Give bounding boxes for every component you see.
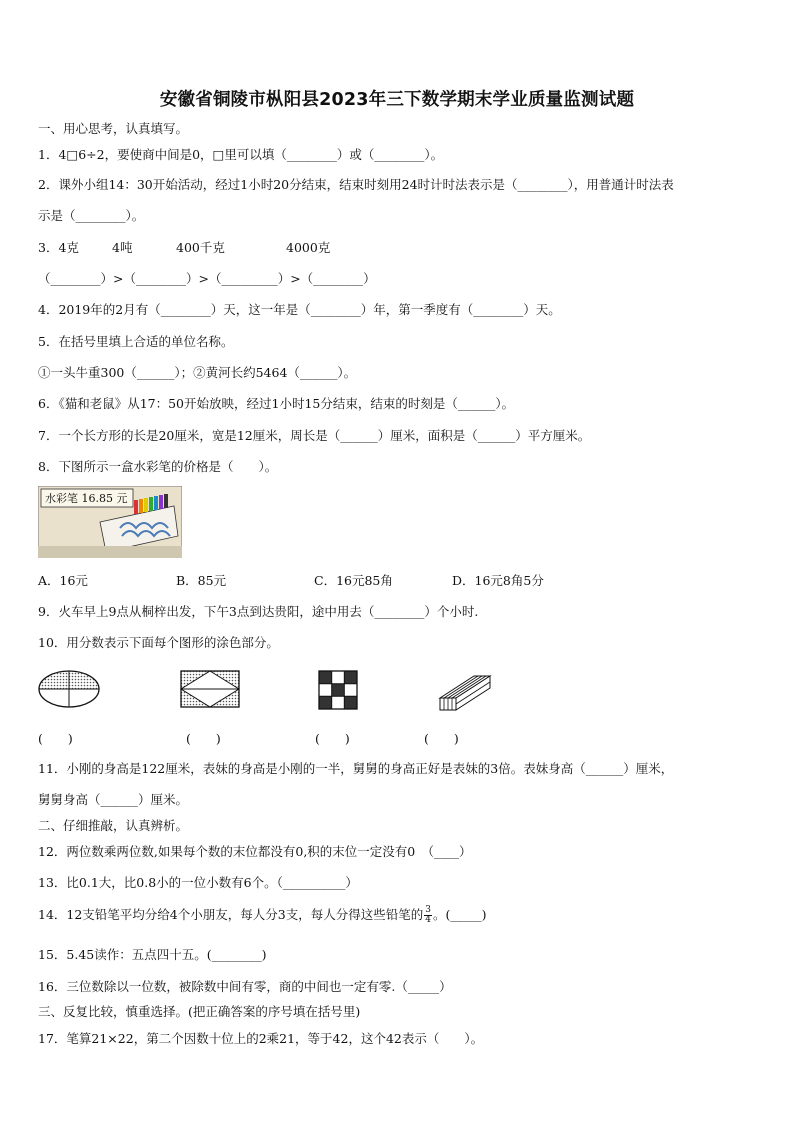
section-heading-2: 二、仔细推敲，认真辨析。	[38, 818, 189, 833]
question-1: 1．4□6÷2，要使商中间是0，□里可以填（________）或（________）。	[38, 147, 444, 162]
question-3-blanks: （________）>（________）>（_________）>（________）	[38, 271, 376, 286]
q8-option-d: D．16元8角5分	[452, 573, 544, 588]
q10-paren-4: ( )	[424, 731, 459, 746]
q10-paren-1: ( )	[38, 731, 73, 746]
q10-paren-3: ( )	[315, 731, 350, 746]
watercolor-pen-box-image	[38, 486, 182, 558]
section-heading-3: 三、反复比较，慎重选择。(把正确答案的序号填在括号里)	[38, 1004, 361, 1019]
question-4: 4．2019年的2月有（________）天，这一年是（________）年，第一季度有（________）天。	[38, 302, 561, 317]
question-8: 8．下图所示一盒水彩笔的价格是（ ）。	[38, 459, 278, 474]
question-7: 7．一个长方形的长是20厘米，宽是12厘米，周长是（______）厘米，面积是（______）平方厘米。	[38, 428, 591, 443]
q14-fraction	[424, 906, 432, 925]
q3-item-1: 3．4克	[38, 240, 79, 255]
q14-text-before: 14．12支铅笔平均分给4个小朋友，每人分3支，每人分得这些铅笔的	[38, 907, 424, 922]
q8-option-c: C．16元85角	[314, 573, 393, 588]
grid-figure	[318, 670, 358, 710]
q8-option-a: A．16元	[38, 573, 88, 588]
sticks-figure	[438, 674, 492, 712]
rectangle-diamond-figure	[180, 670, 240, 708]
q14-fraction-denominator: 4	[425, 915, 431, 925]
question-10: 10．用分数表示下面每个图形的涂色部分。	[38, 635, 279, 650]
q3-item-3: 400千克	[176, 240, 225, 255]
page-title: 安徽省铜陵市枞阳县2023年三下数学期末学业质量监测试题	[159, 90, 635, 110]
q10-paren-2: ( )	[186, 731, 221, 746]
price-tag-text: 水彩笔 16.85 元	[45, 492, 128, 505]
question-11-line-1: 11．小刚的身高是122厘米，表妹的身高是小刚的一半，舅舅的身高正好是表妹的3倍。表妹身高（______）厘米，	[38, 761, 674, 776]
question-3-items	[38, 239, 760, 257]
question-6: 6．《猫和老鼠》从17：50开始放映，经过1小时15分结束，结束的时刻是（______）。	[38, 396, 515, 411]
question-16: 16．三位数除以一位数，被除数中间有零，商的中间也一定有零.（_____）	[38, 979, 452, 994]
q3-item-2: 4吨	[112, 240, 133, 255]
oval-figure	[38, 669, 100, 709]
question-9: 9．火车早上9点从桐梓出发，下午3点到达贵阳，途中用去（________）个小时.	[38, 604, 479, 619]
q3-item-4: 4000克	[286, 240, 331, 255]
question-17: 17．笔算21×22，第二个因数十位上的2乘21，等于42，这个42表示（ ）。	[38, 1031, 484, 1046]
question-5: 5．在括号里填上合适的单位名称。	[38, 334, 234, 349]
question-13: 13．比0.1大，比0.8小的一位小数有6个。（__________）	[38, 875, 358, 890]
section-heading-1: 一、用心思考，认真填写。	[38, 121, 189, 136]
question-2-line-2: 示是（________）。	[38, 208, 145, 223]
question-5-sub: ①一头牛重300（______）；②黄河长约5464（______）。	[38, 365, 357, 380]
question-11-line-2: 舅舅身高（______）厘米。	[38, 792, 189, 807]
question-12: 12．两位数乘两位数,如果每个数的末位都没有0,积的末位一定没有0 （____）	[38, 844, 472, 859]
q8-option-b: B．85元	[176, 573, 227, 588]
question-8-options	[38, 572, 760, 590]
q14-text-after: 。(_____)	[432, 907, 487, 922]
question-10-answers	[38, 730, 760, 748]
question-14	[38, 906, 760, 924]
q14-fraction-numerator: 3	[425, 905, 431, 915]
question-15: 15．5.45读作：五点四十五。(________)	[38, 947, 267, 962]
question-2-line-1: 2．课外小组14：30开始活动，经过1小时20分结束，结束时刻用24时计时法表示是（________），用普通计时法表	[38, 177, 674, 192]
